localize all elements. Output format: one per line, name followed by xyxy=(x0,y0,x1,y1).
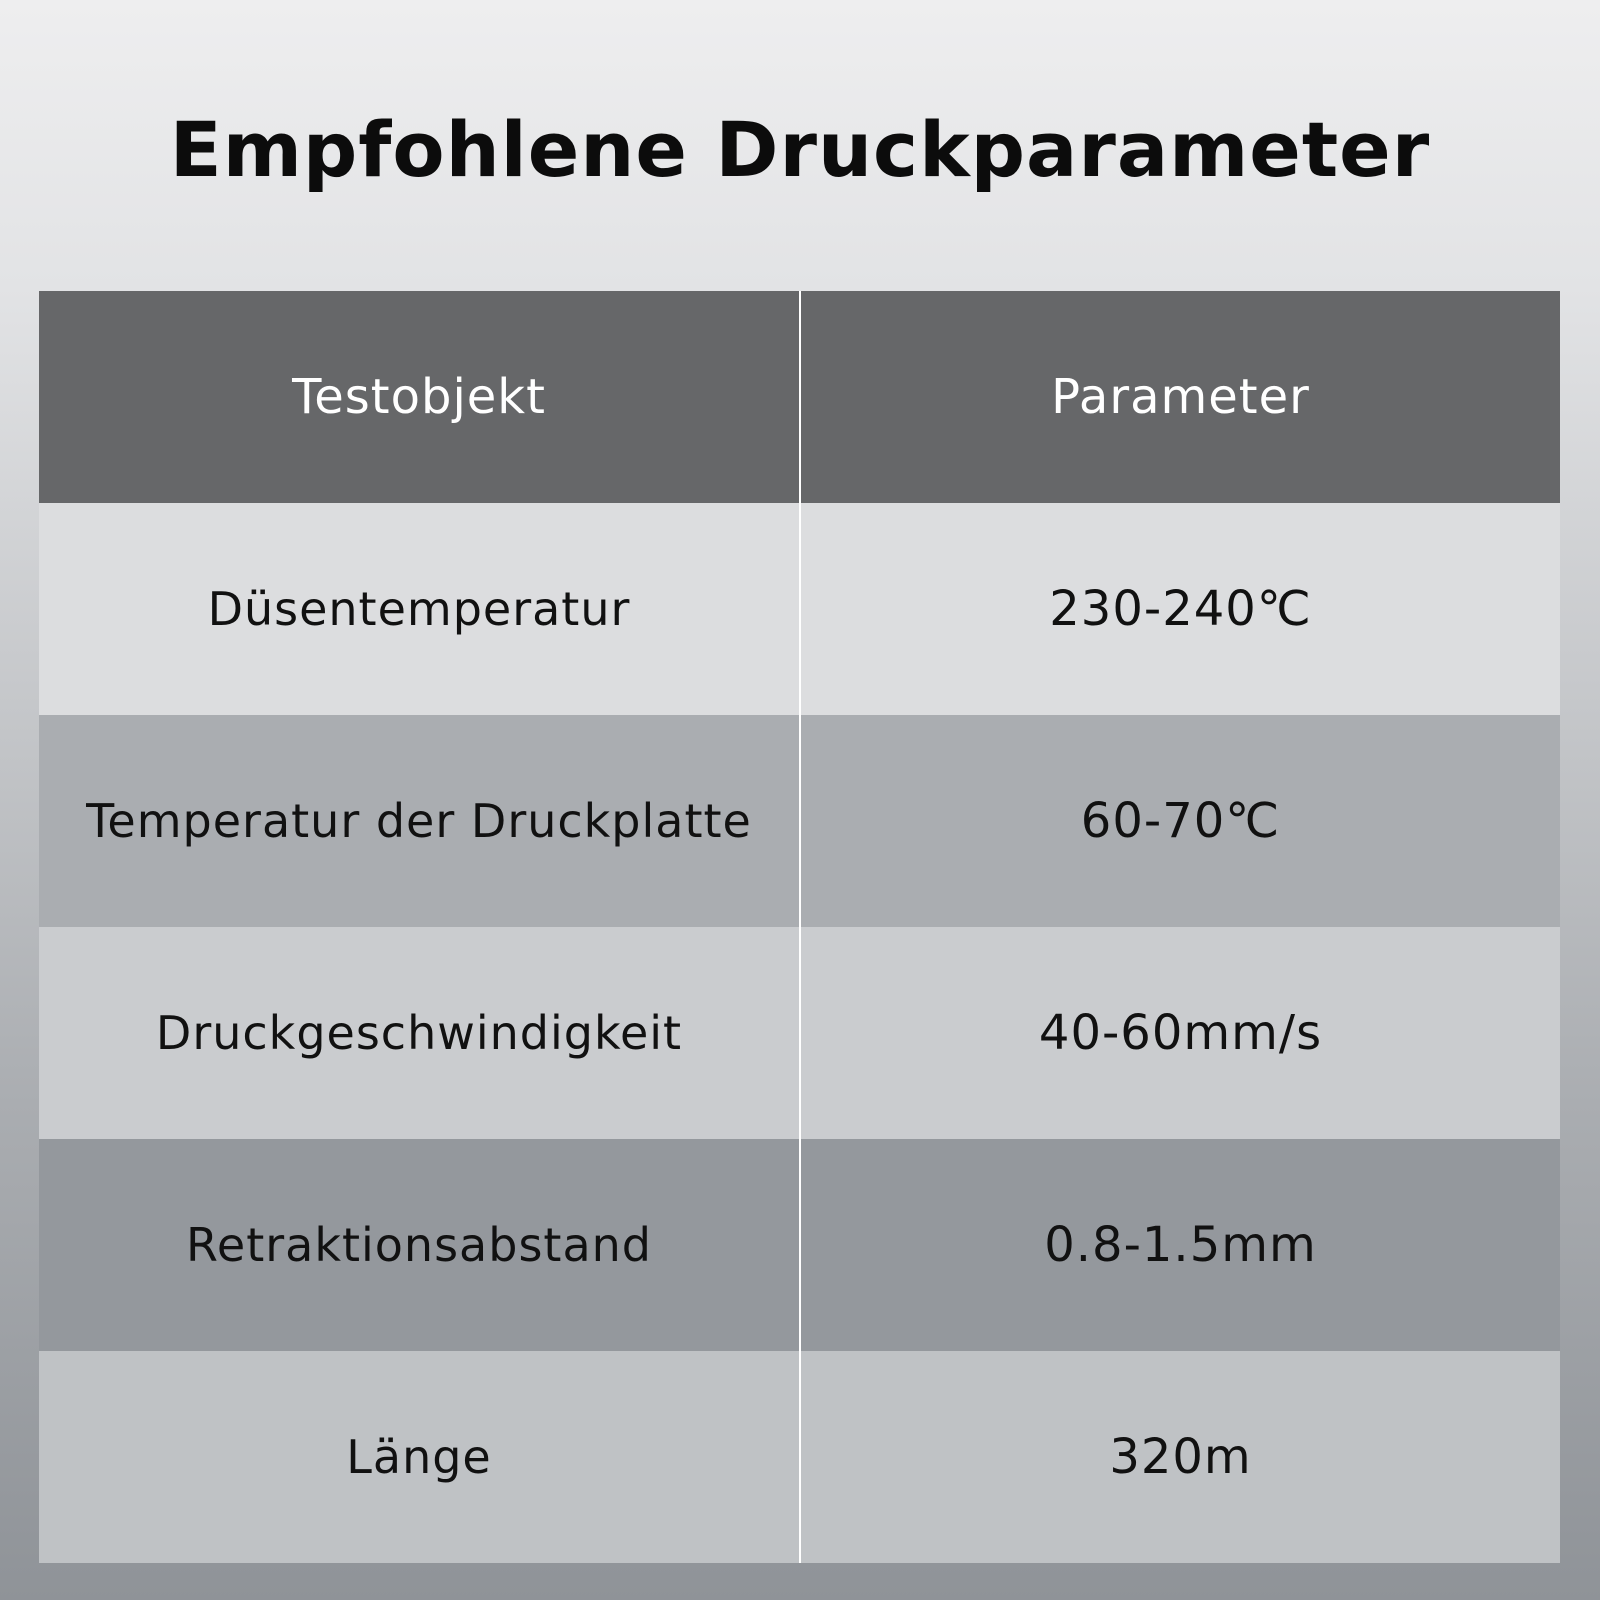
row-label: Länge xyxy=(346,1430,492,1484)
table-row xyxy=(39,1351,1560,1563)
parameter-table xyxy=(39,291,1560,1563)
table-cell xyxy=(39,503,799,715)
table-cell xyxy=(801,715,1560,927)
row-value: 40-60mm/s xyxy=(1038,1005,1323,1061)
header-cell-parameter xyxy=(801,291,1560,503)
header-cell-testobjekt xyxy=(39,291,799,503)
row-label: Düsentemperatur xyxy=(207,582,631,636)
table-cell xyxy=(39,715,799,927)
row-value: 230-240℃ xyxy=(1049,581,1312,637)
row-value: 320m xyxy=(1109,1429,1252,1485)
header-label: Parameter xyxy=(1051,369,1310,425)
table-cell xyxy=(801,927,1560,1139)
table-cell xyxy=(39,1139,799,1351)
page-title: Empfohlene Druckparameter xyxy=(169,105,1431,194)
table-cell xyxy=(801,503,1560,715)
table-row xyxy=(39,1139,1560,1351)
row-label: Temperatur der Druckplatte xyxy=(86,794,752,848)
header-label: Testobjekt xyxy=(292,369,546,425)
row-value: 0.8-1.5mm xyxy=(1044,1217,1317,1273)
row-label: Retraktionsabstand xyxy=(186,1218,652,1272)
table-row xyxy=(39,715,1560,927)
table-cell xyxy=(801,1139,1560,1351)
table-header-row xyxy=(39,291,1560,503)
table-cell xyxy=(39,927,799,1139)
table-row xyxy=(39,927,1560,1139)
table-cell xyxy=(801,1351,1560,1563)
table-cell xyxy=(39,1351,799,1563)
table-row xyxy=(39,503,1560,715)
row-label: Druckgeschwindigkeit xyxy=(155,1006,683,1060)
row-value: 60-70℃ xyxy=(1080,793,1281,849)
